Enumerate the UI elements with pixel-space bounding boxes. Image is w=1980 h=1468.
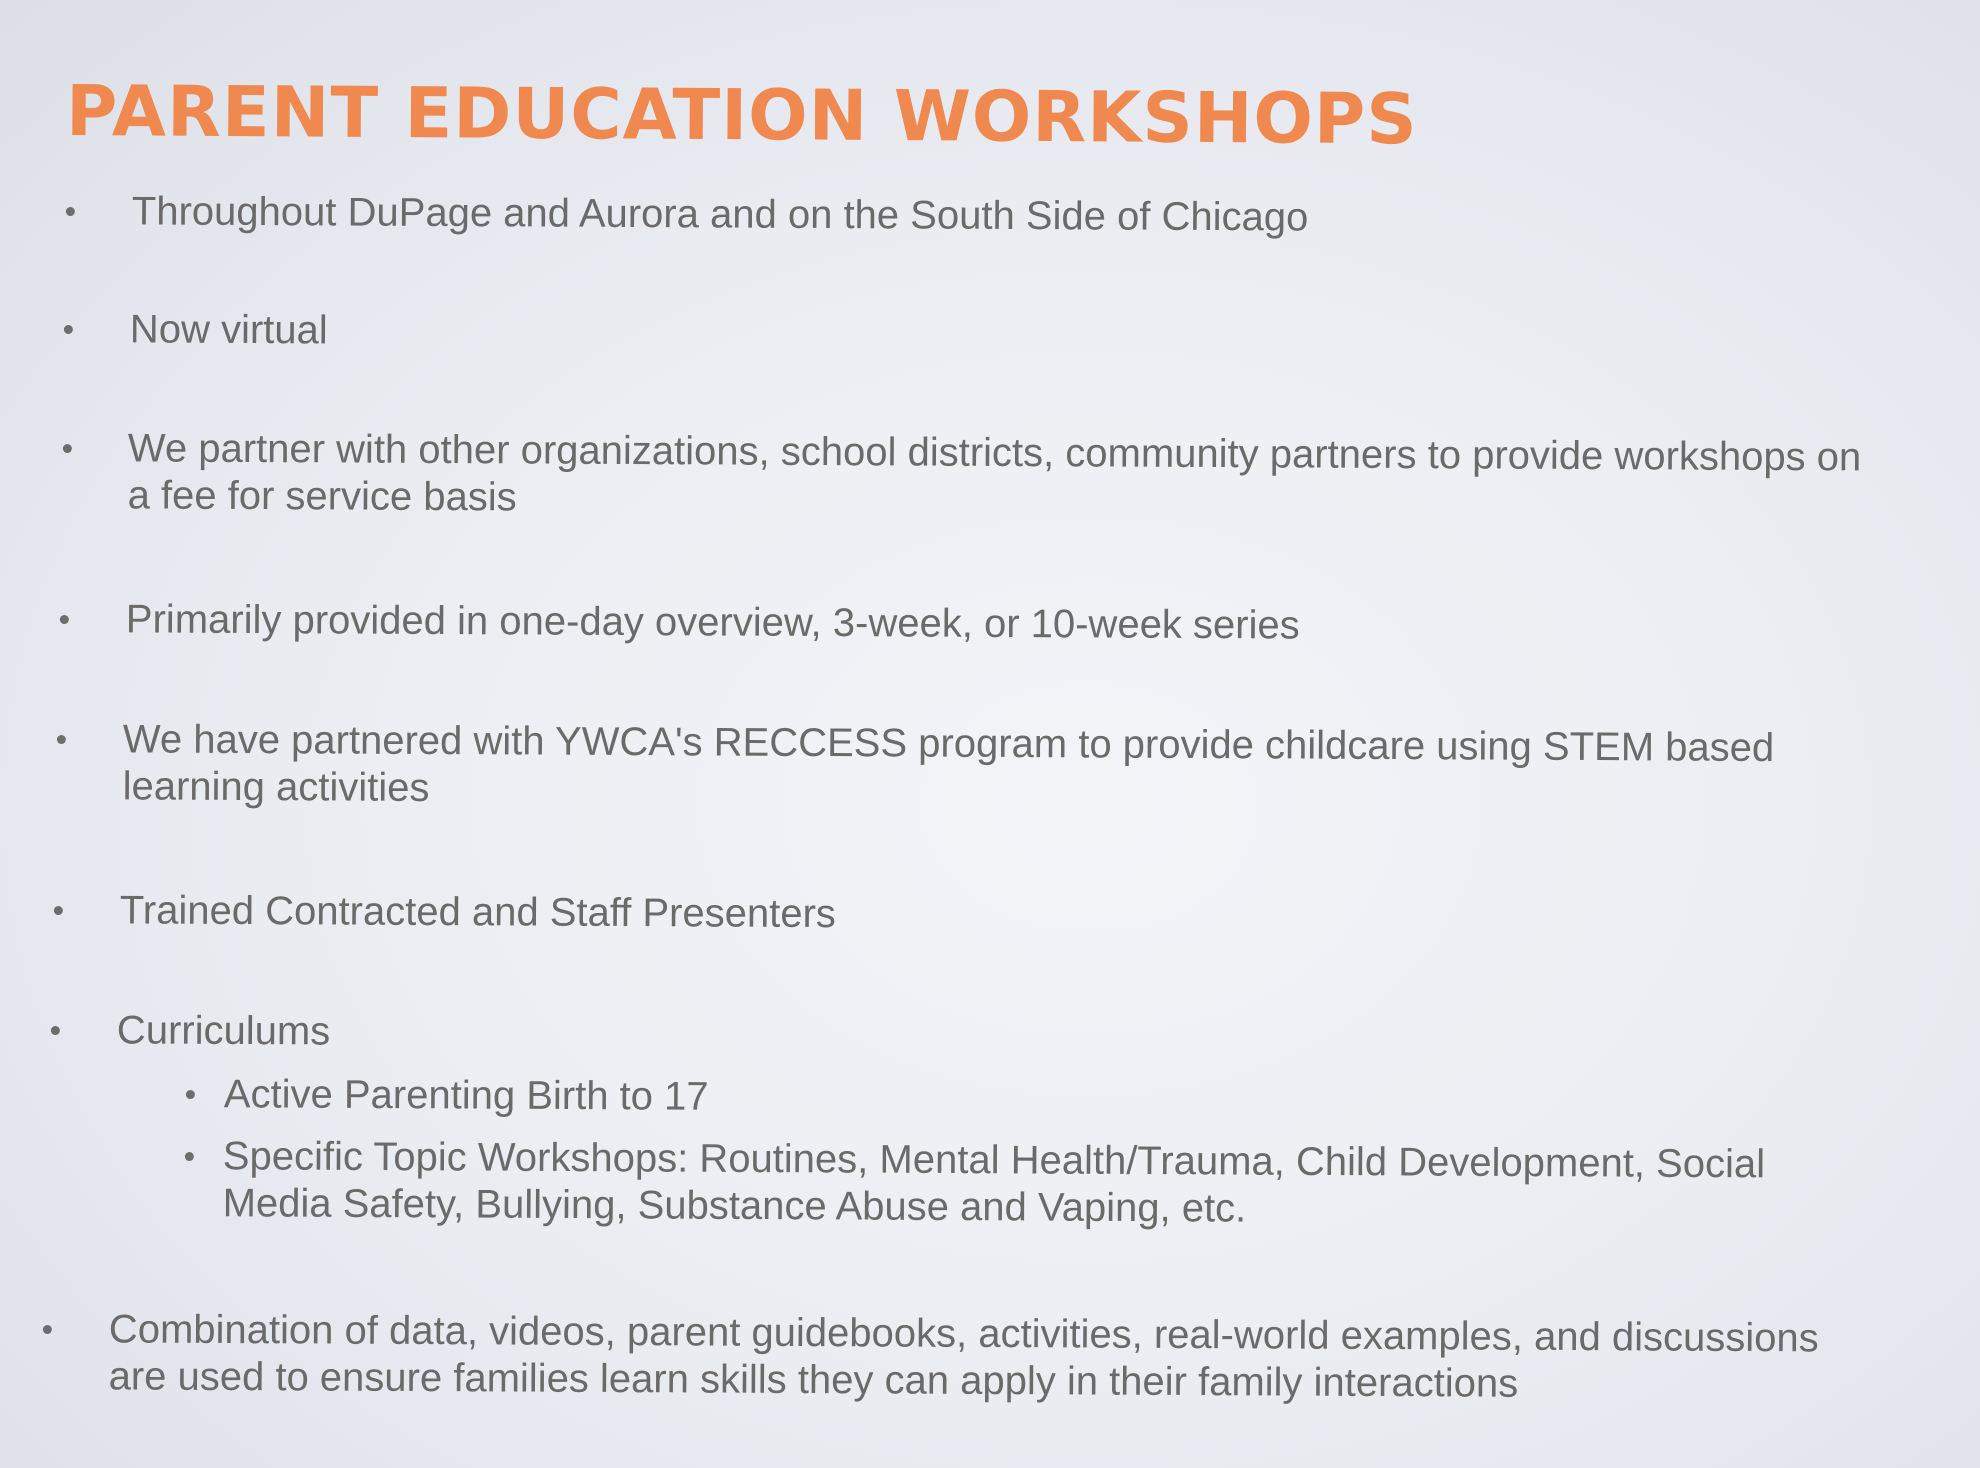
bullet-text: [224, 1071, 709, 1121]
bullet-line: We have partnered with YWCA's RECCESS program to provide childcare using STEM based: [122, 717, 1775, 770]
bullet-line: Specific Topic Workshops: Routines, Mental Health/Trauma, Child Development, Social: [222, 1134, 1766, 1187]
bullet-line: Curriculums: [116, 1008, 331, 1054]
bullet-line: are used to ensure families learn skills they can apply in their family interactions: [108, 1354, 1519, 1406]
bullet-dot-icon: [43, 1325, 52, 1334]
bullet-line: learning activities: [122, 764, 430, 810]
bullet-text: [132, 188, 1309, 241]
bullet-line: Now virtual: [129, 307, 328, 353]
bullet-text: [123, 716, 1775, 819]
bullet-line: Trained Contracted and Staff Presenters: [119, 888, 836, 937]
bullet-dot-icon: [66, 207, 75, 216]
bullet-text: [109, 1306, 1819, 1409]
bullet-dot-icon: [64, 325, 73, 334]
bullet-line: Combination of data, videos, parent guidebooks, activities, real-world examples, and discussions: [108, 1307, 1819, 1361]
bullet-dot-icon: [54, 906, 63, 915]
bullet-text: [117, 1007, 331, 1055]
bullet-text: [128, 425, 1862, 528]
bullet-dot-icon: [186, 1090, 195, 1099]
slide-title: PARENT EDUCATION WORKSHOPS: [65, 70, 1418, 161]
bullet-text: [120, 887, 836, 938]
bullet-dot-icon: [63, 444, 72, 453]
bullet-line: We partner with other organizations, school districts, community partners to provide workshops on: [127, 426, 1862, 480]
bullet-dot-icon: [51, 1026, 60, 1035]
bullet-line: Media Safety, Bullying, Substance Abuse and Vaping, etc.: [222, 1181, 1247, 1231]
bullet-dot-icon: [60, 615, 69, 624]
bullet-text: [223, 1133, 1766, 1235]
bullet-text: [130, 306, 328, 354]
bullet-line: a fee for service basis: [127, 473, 517, 520]
bullet-line: Primarily provided in one-day overview, 3-week, or 10-week series: [125, 597, 1300, 648]
bullet-dot-icon: [57, 735, 66, 744]
bullet-dot-icon: [185, 1152, 194, 1161]
bullet-text: [126, 596, 1300, 649]
bullet-line: Active Parenting Birth to 17: [223, 1072, 709, 1119]
bullet-line: Throughout DuPage and Aurora and on the South Side of Chicago: [131, 189, 1309, 240]
